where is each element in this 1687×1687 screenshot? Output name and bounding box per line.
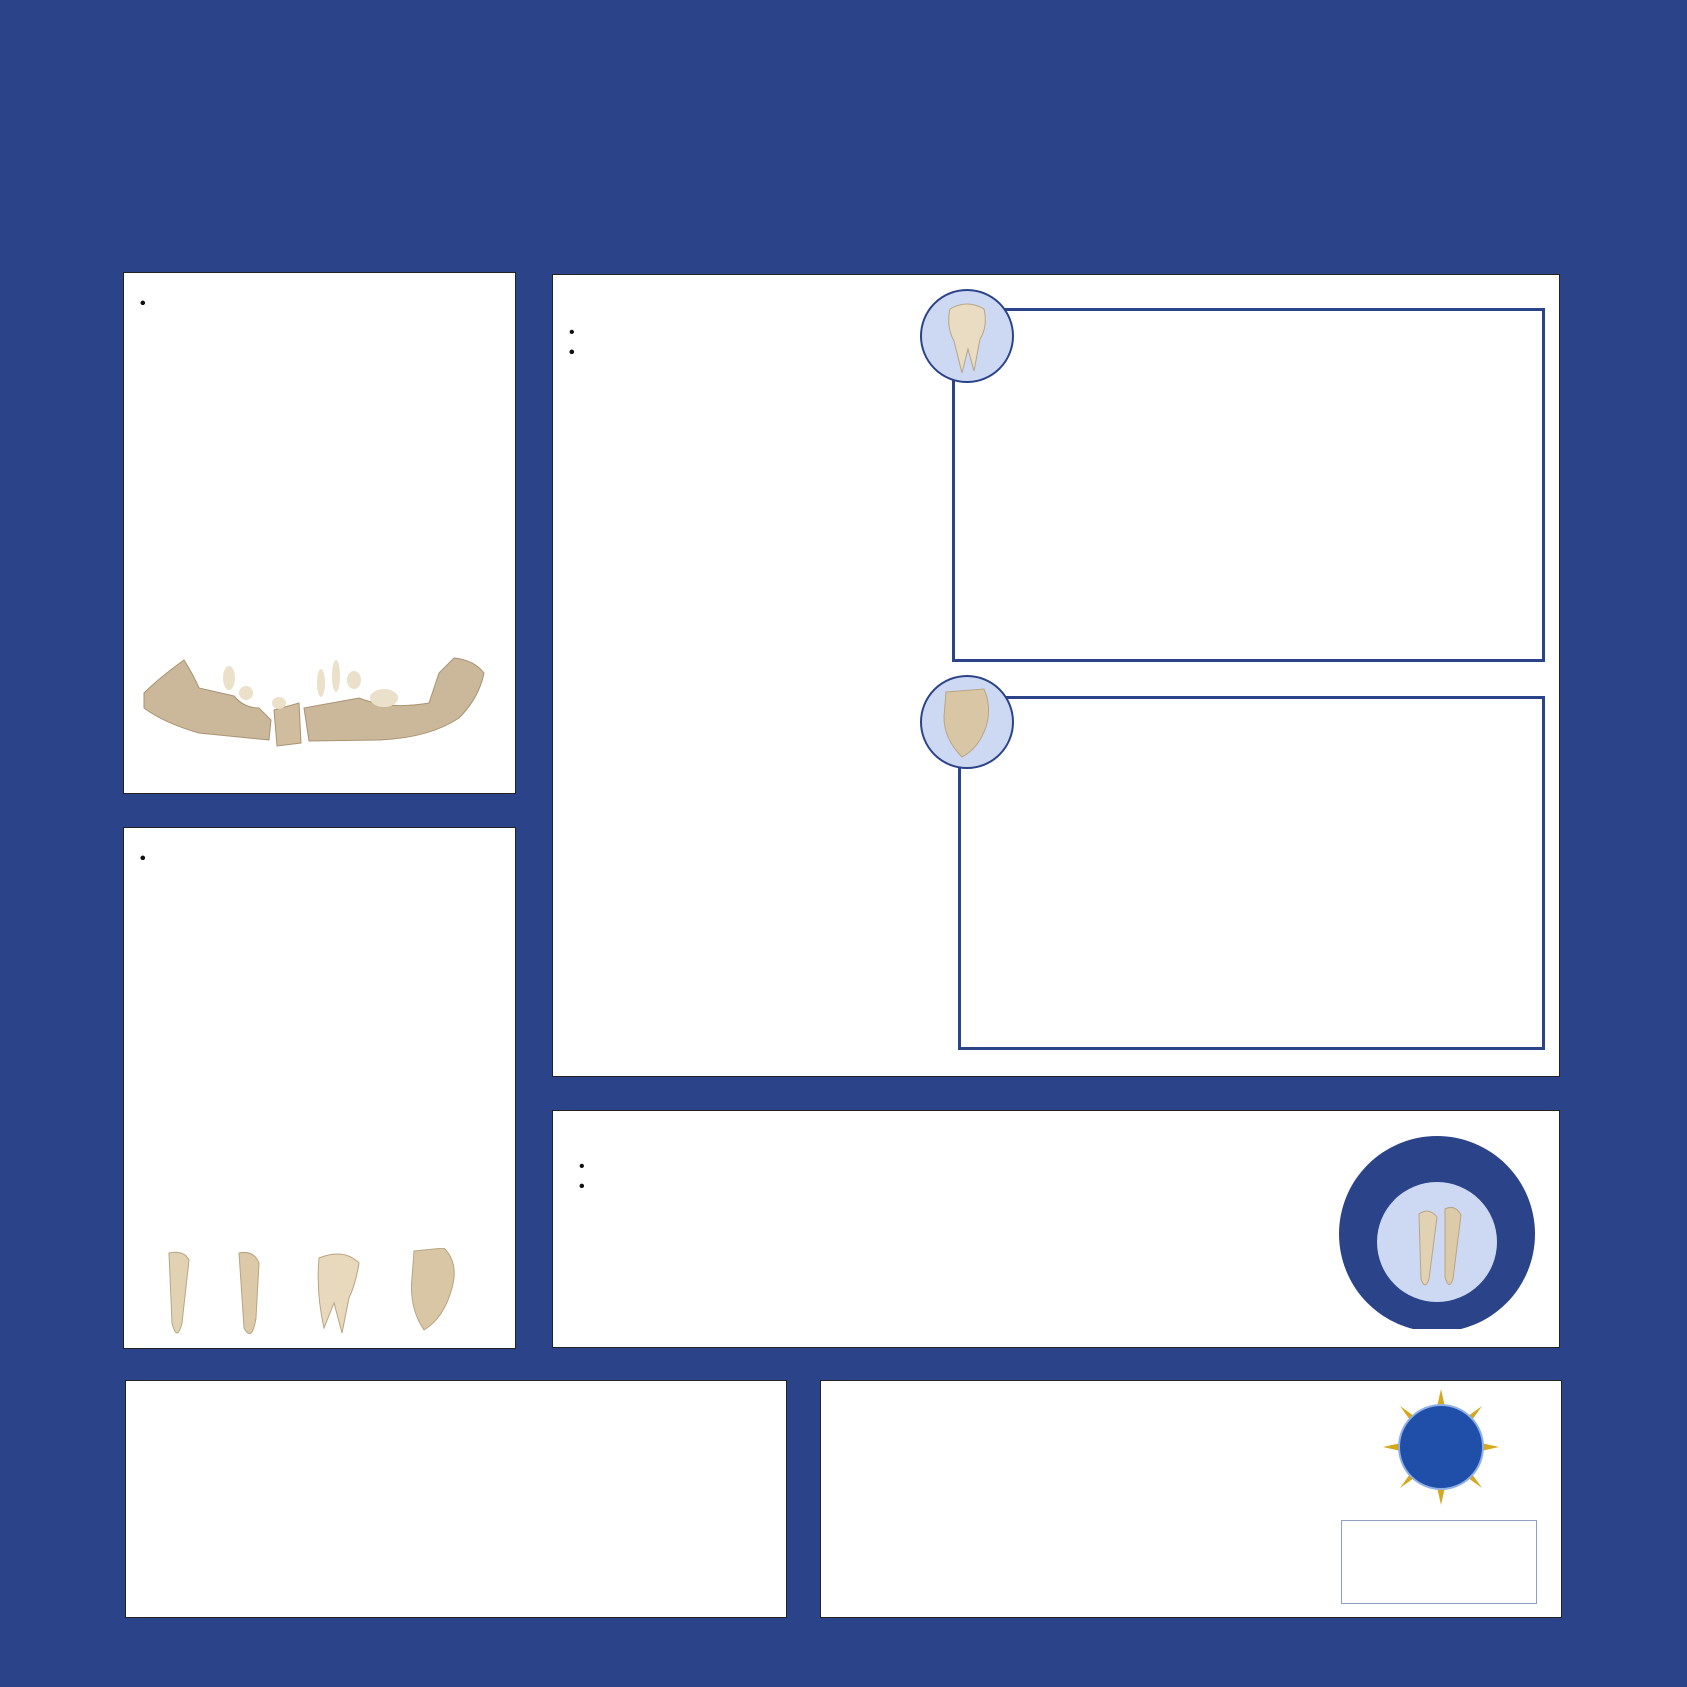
results-list	[563, 1156, 1283, 1176]
pitt-logo	[1341, 1520, 1537, 1604]
nsf-logo	[1381, 1387, 1501, 1507]
dm2-chart-panel	[958, 696, 1545, 1050]
dm1-tooth-badge	[920, 289, 1014, 383]
tooth	[272, 697, 286, 709]
tooth	[370, 689, 398, 707]
tooth	[223, 666, 235, 690]
tooth-incisor-2	[239, 1252, 259, 1333]
tooth-incisor-1	[169, 1252, 189, 1333]
methods-panel	[552, 274, 1560, 1077]
tooth-molar-1	[318, 1254, 359, 1333]
dm1-chart-panel	[952, 308, 1545, 662]
dm1-charts	[955, 311, 1542, 659]
dm2-tooth-badge	[920, 675, 1014, 769]
tooth	[239, 686, 253, 700]
dm2-charts	[961, 699, 1542, 1047]
methods-list	[553, 322, 938, 342]
sample-panel	[123, 827, 516, 1349]
molar-icon	[922, 291, 1012, 381]
references-panel	[125, 1380, 787, 1618]
tooth-molar-2	[412, 1248, 455, 1330]
badge-inner	[1377, 1182, 1497, 1302]
mandible-middle-bone	[274, 703, 301, 746]
acknowledgements-panel	[820, 1380, 1562, 1618]
tooth	[332, 660, 340, 692]
tooth	[317, 669, 325, 697]
tooth	[347, 671, 361, 689]
mandible-left-bone	[144, 660, 271, 740]
intro-panel	[123, 272, 516, 794]
mandible-photo	[139, 648, 509, 753]
molar-icon	[922, 677, 1012, 767]
loose-teeth-photo	[144, 1248, 504, 1348]
future-research-badge	[1337, 1129, 1537, 1329]
results-panel	[552, 1110, 1560, 1348]
